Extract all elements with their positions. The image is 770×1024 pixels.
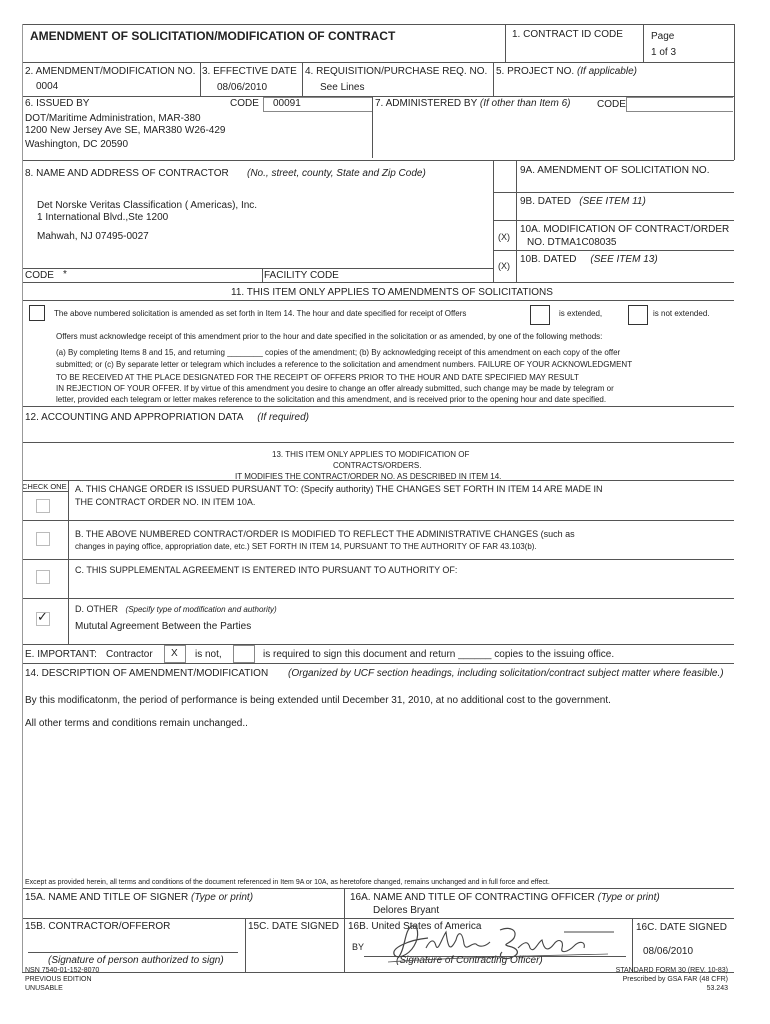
previous-edition-label: PREVIOUS EDITION	[25, 976, 92, 983]
method-line3: TO BE RECEIVED AT THE PLACE DESIGNATED FOR THE RECEIPT OF OFFERS PRIOR TO THE HOUR AND DATE SPECIFIED MAY RESULT	[56, 373, 579, 382]
section-11-amended-text: The above numbered solicitation is amended as set forth in Item 14. The hour and date specified for receipt of Offers	[54, 309, 467, 318]
except-text: Except as provided herein, all terms and conditions of the document referenced in Item 9A or 10A, as heretofore changed, remains unchanged and in full force and effect.	[25, 879, 550, 886]
section-12-label: 12. ACCOUNTING AND APPROPRIATION DATA (If required)	[25, 412, 309, 423]
effective-date-label: 3. EFFECTIVE DATE	[202, 66, 297, 77]
is-not-label: is not,	[195, 649, 222, 660]
important-contractor: Contractor	[106, 649, 153, 660]
amendment-label: 2. AMENDMENT/MODIFICATION NO.	[25, 66, 196, 77]
check-mark-icon: ✓	[37, 609, 48, 624]
requisition-value: See Lines	[320, 82, 365, 93]
officer-signature-image	[378, 918, 618, 966]
method-line4: IN REJECTION OF YOUR OFFER. If by virtue of this amendment you desire to change an offer already submitted, such change may be made by telegram or	[56, 384, 614, 393]
option-d-value: Mututal Agreement Between the Parties	[75, 621, 252, 632]
officer-name: Delores Bryant	[373, 905, 440, 916]
is-not-extended-checkbox[interactable]	[628, 305, 648, 325]
page-label: Page	[651, 31, 675, 42]
nsn-label: NSN 7540-01-152-8070	[25, 967, 100, 974]
x-mark: X	[171, 648, 178, 659]
section-14-body2: All other terms and conditions remain unchanged..	[25, 718, 248, 729]
issued-by-code-value: 00091	[273, 98, 301, 109]
section-13-heading-line3: IT MODIFIES THE CONTRACT/ORDER NO. AS DESCRIBED IN ITEM 14.	[235, 472, 502, 481]
is-extended-label: is extended,	[559, 309, 603, 318]
by-label: BY	[352, 942, 365, 952]
option-b-checkbox[interactable]	[36, 532, 50, 546]
usa-label: 16B. United States of America	[348, 921, 482, 932]
issued-by-label: 6. ISSUED BY	[25, 98, 90, 109]
method-line2: submitted; or (c) By separate letter or telegram which includes a reference to the solicitation and amendment numbers. FAILURE OF YOUR ACKNOWLEDGMENT	[56, 360, 633, 369]
page-value: 1 of 3	[651, 47, 677, 58]
prescribed-label: Prescribed by GSA FAR (48 CFR)	[622, 976, 728, 983]
section-11-heading: 11. THIS ITEM ONLY APPLIES TO AMENDMENTS OF SOLICITATIONS	[231, 287, 553, 298]
administered-code-box	[626, 97, 733, 112]
option-a-checkbox[interactable]	[36, 499, 50, 513]
is-required-checkbox[interactable]	[233, 645, 255, 663]
item-10b-mark: (X)	[498, 261, 510, 271]
section-11-checkbox[interactable]	[29, 305, 45, 321]
effective-date-value: 08/06/2010	[217, 82, 268, 93]
item-10a-label: 10A. MODIFICATION OF CONTRACT/ORDER	[520, 224, 730, 235]
section-14-label: 14. DESCRIPTION OF AMENDMENT/MODIFICATION	[25, 668, 269, 679]
method-line1: (a) By completing Items 8 and 15, and returning ________ copies of the amendment; (b) By acknowledging receipt of this amendment on each copy of the offer	[56, 348, 621, 357]
option-c-line1: C. THIS SUPPLEMENTAL AGREEMENT IS ENTERED INTO PURSUANT TO AUTHORITY OF:	[75, 565, 458, 575]
check-one-label: CHECK ONE	[22, 482, 67, 491]
option-a-line2: THE CONTRACT ORDER NO. IN ITEM 10A.	[75, 497, 256, 507]
contractor-offeror-label: 15B. CONTRACTOR/OFFEROR	[25, 921, 171, 932]
date-signed-16c: 16C. DATE SIGNED	[636, 922, 727, 933]
item-10b-label: 10B. DATED (SEE ITEM 13)	[520, 254, 658, 265]
option-b-line2: changes in paying office, appropriation date, etc.) SET FORTH IN ITEM 14, PURSUANT TO THE AUTHORITY OF FAR 43.103(b).	[75, 542, 537, 551]
section-14-body1: By this modificatonm, the period of performance is being extended until December 31, 2010, at no additional cost to the government.	[25, 695, 611, 706]
issuer-line3: Washington, DC 20590	[25, 139, 129, 150]
important-required-text: is required to sign this document and return ______ copies to the issuing office.	[263, 649, 615, 660]
is-not-extended-label: is not extended.	[653, 309, 710, 318]
offers-text: Offers must acknowledge receipt of this amendment prior to the hour and date specified in the solicitation or as amended, by one of the following methods:	[56, 332, 603, 341]
requisition-label: 4. REQUISITION/PURCHASE REQ. NO.	[305, 66, 488, 77]
form-title: AMENDMENT OF SOLICITATION/MODIFICATION OF CONTRACT	[30, 29, 396, 43]
sf30-label: STANDARD FORM 30 (REV. 10-83)	[615, 967, 728, 974]
item-9b-label: 9B. DATED (SEE ITEM 11)	[520, 196, 646, 207]
date-16c-value: 08/06/2010	[643, 946, 694, 957]
issuer-line1: DOT/Maritime Administration, MAR-380	[25, 113, 201, 124]
contractor-label: 8. NAME AND ADDRESS OF CONTRACTOR	[25, 168, 229, 179]
important-label: E. IMPORTANT:	[25, 649, 97, 660]
item-9a-label: 9A. AMENDMENT OF SOLICITATION NO.	[520, 165, 710, 176]
method-line5: letter, provided each telegram or letter makes reference to the solicitation and this amendment, and is received prior to the opening hour and date specified.	[56, 395, 607, 404]
issuer-line2: 1200 New Jersey Ave SE, MAR380 W26-429	[25, 125, 226, 136]
contractor-code-value: *	[63, 269, 67, 280]
option-a-line1: A. THIS CHANGE ORDER IS ISSUED PURSUANT TO: (Specify authority) THE CHANGES SET FORTH IN ITEM 14 ARE MADE IN	[75, 484, 603, 494]
amendment-value: 0004	[36, 81, 59, 92]
section-13-heading-line1: 13. THIS ITEM ONLY APPLIES TO MODIFICATION OF	[272, 450, 470, 459]
item-10a-mark: (X)	[498, 232, 510, 242]
item-10a-value: NO. DTMA1C08035	[527, 237, 617, 248]
section-14-hint: (Organized by UCF section headings, including solicitation/contract subject matter where feasible.)	[288, 668, 724, 679]
contractor-line3: Mahwah, NJ 07495-0027	[37, 231, 149, 242]
contractor-code-label: CODE	[25, 270, 54, 281]
facility-code-label: FACILITY CODE	[264, 270, 339, 281]
sig-officer-caption: (Signature of Contracting Officer)	[396, 955, 543, 966]
option-d-label: D. OTHER (Specify type of modification and authority)	[75, 604, 277, 614]
signer-label: 15A. NAME AND TITLE OF SIGNER (Type or print)	[25, 892, 254, 903]
option-c-checkbox[interactable]	[36, 570, 50, 584]
project-label: 5. PROJECT NO. (If applicable)	[496, 66, 637, 77]
sig-person-caption: (Signature of person authorized to sign)	[48, 955, 224, 966]
officer-label: 16A. NAME AND TITLE OF CONTRACTING OFFICER (Type or print)	[350, 892, 660, 903]
cfr-label: 53.243	[706, 985, 728, 992]
contractor-hint: (No., street, county, State and Zip Code)	[247, 168, 426, 179]
contract-id-label: 1. CONTRACT ID CODE	[512, 29, 623, 40]
is-extended-checkbox[interactable]	[530, 305, 550, 325]
administered-code-label: CODE	[597, 99, 626, 110]
contractor-line2: 1 International Blvd.,Ste 1200	[37, 212, 169, 223]
administered-by-label: 7. ADMINISTERED BY (If other than Item 6)	[375, 98, 571, 109]
issued-by-code-label: CODE	[230, 98, 259, 109]
unusable-label: UNUSABLE	[25, 985, 63, 992]
date-signed-15c: 15C. DATE SIGNED	[248, 921, 339, 932]
section-13-heading-line2: CONTRACTS/ORDERS.	[333, 461, 422, 470]
contractor-line1: Det Norske Veritas Classification ( Americas), Inc.	[37, 200, 258, 211]
option-b-line1: B. THE ABOVE NUMBERED CONTRACT/ORDER IS MODIFIED TO REFLECT THE ADMINISTRATIVE CHANGES (such as	[75, 529, 575, 539]
